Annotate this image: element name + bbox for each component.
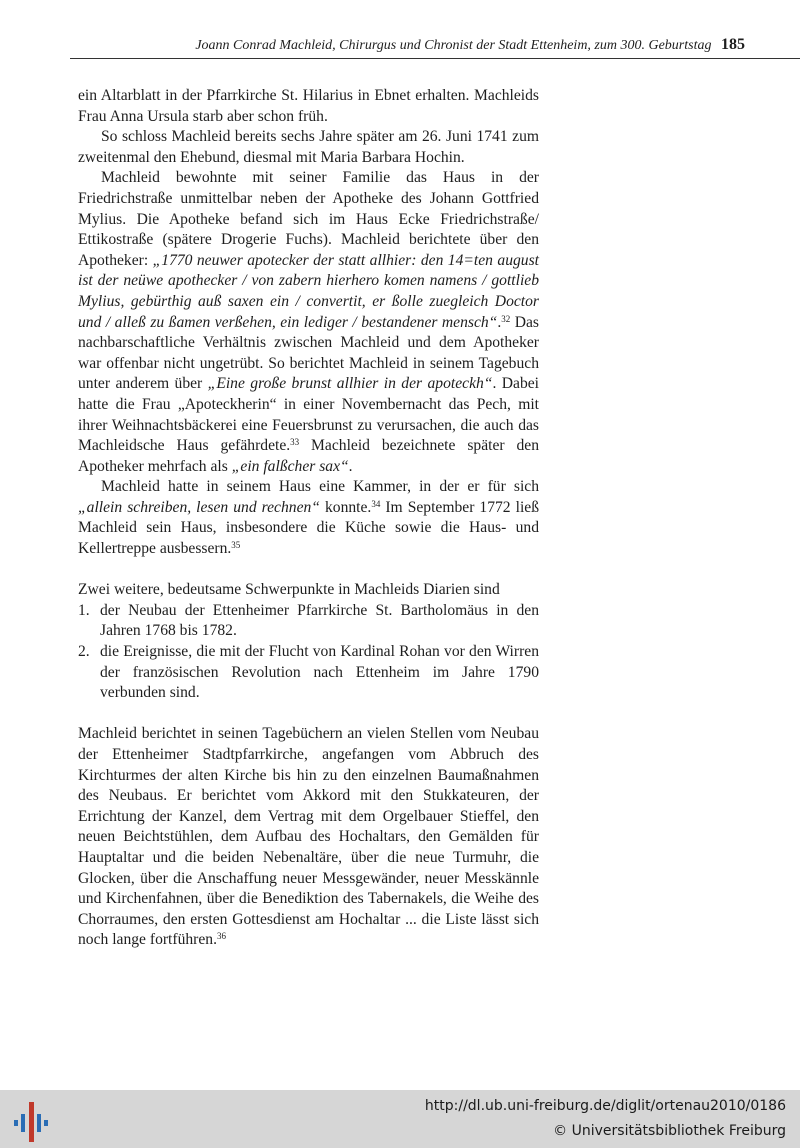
text-segment: . — [348, 457, 353, 475]
text-segment: . — [497, 313, 502, 331]
header-rule — [70, 58, 800, 59]
list-item — [78, 642, 539, 704]
running-title: Joann Conrad Machleid, Chirurgus und Chronist der Stadt Ettenheim, zum 300. Geburtstag — [195, 38, 712, 53]
text-segment: Im September 1772 ließ Machleid sein Haus, insbesondere die Küche sowie die Haus- und Kellertreppe ausbessern. — [78, 498, 540, 558]
quote: „1770 neuwer apotecker der statt allhier: den 14=ten august ist der neüwe apothecker / von zabern hierhero komen namens / gottlieb Mylius, gebürthig auß saxen ein / convertit, er ßolle zuegleich Doctor und / alleß zu ßamen verßehen, ein lediger / bestandener mensch“ — [78, 251, 539, 331]
page-number: 185 — [721, 36, 745, 53]
text-segment: konnte. — [319, 498, 372, 516]
paragraph-gap — [78, 704, 539, 725]
text-segment: Machleid hatte in seinem Haus eine Kammer, in der er für sich — [101, 478, 539, 496]
text-segment: Das nachbarschaftliche Verhältnis zwischen Machleid und dem Apotheker war offenbar nicht ungetrübt. So berichtet Machleid in seinem Tagebuch unter anderem über — [78, 313, 539, 393]
source-url-link[interactable]: http://dl.ub.uni-freiburg.de/diglit/ortenau2010/0186 — [424, 1098, 786, 1114]
footnote-ref-34[interactable]: 34 — [371, 498, 381, 509]
footer-bar — [0, 1090, 800, 1148]
paragraph-5: Zwei weitere, bedeutsame Schwerpunkte in Machleids Diarien sind — [78, 581, 500, 599]
list-item — [78, 601, 539, 642]
quote: „allein schreiben, lesen und rechnen“ — [78, 498, 320, 516]
paragraph-2: So schloss Machleid bereits sechs Jahre später am 26. Juni 1741 zum zweitenmal den Ehebund, diesmal mit Maria Barbara Hochin. — [78, 128, 539, 166]
footnote-ref-32[interactable]: 32 — [501, 313, 511, 324]
text-segment: . Dabei hatte die Frau „Apoteckherin“ in einer Novembernacht das Pech, mit ihrer Weihnachtsbäckerei eine Feuersbrunst zu verursachen, die auch das Machleidsche Haus gefährdete. — [78, 375, 540, 455]
footnote-ref-33[interactable]: 33 — [290, 437, 300, 448]
paragraph-3 — [78, 168, 539, 477]
paragraph-4 — [78, 477, 539, 559]
list-text: der Neubau der Ettenheimer Pfarrkirche St. Bartholomäus in den Jahren 1768 bis 1782. — [100, 601, 539, 640]
quote: „ein falßcher sax“ — [231, 457, 349, 475]
list-number: 1. — [78, 601, 90, 619]
numbered-list — [78, 601, 539, 704]
list-text: die Ereignisse, die mit der Flucht von Kardinal Rohan vor den Wirren der französischen Revolution nach Ettenheim im Jahre 1790 verbunden sind. — [100, 643, 539, 702]
text-segment: Machleid berichtet in seinen Tagebüchern an vielen Stellen vom Neubau der Ettenheimer Stadtpfarrkirche, angefangen vom Abbruch des Kirchturmes der alten Kirche bis hin zu den einzelnen Baumaßnahmen des Neubaus. Er berichtet vom Akkord mit den Stukkateuren, der Errichtung der Kanzel, dem Vertrag mit dem Orgelbauer Stieffel, den neuen Beichtstühlen, dem Aufbau des Hochaltars, den Gemälden für Hauptaltar und die beiden Nebenaltäre, über die neue Turmuhr, die Glocken, über die Anschaffung neuer Messgewänder, neuer Messkännle und Kirchenfahnen, über die Benediktion des Tabernakels, die Weihe des Chorraumes, den ersten Gottesdienst am Hochaltar ... die Liste lässt sich noch lange fortführen. — [78, 725, 539, 949]
paragraph-1: ein Altarblatt in der Pfarrkirche St. Hilarius in Ebnet erhalten. Machleids Frau Anna Ursula starb aber schon früh. — [78, 87, 539, 125]
footnote-ref-36[interactable]: 36 — [217, 931, 226, 942]
paragraph-gap — [78, 560, 539, 581]
footnote-ref-35[interactable]: 35 — [231, 540, 241, 551]
paragraph-6 — [78, 724, 539, 951]
copyright-notice: © Universitätsbibliothek Freiburg — [553, 1123, 786, 1139]
article-body — [78, 86, 539, 951]
quote: „Eine große brunst allhier in der apoteckh“ — [207, 375, 493, 393]
text-segment: Machleid bewohnte mit seiner Familie das Haus in der Friedrichstraße unmittelbar neben der Apotheke des Johann Gottfried Mylius. Die Apotheke befand sich im Haus Ecke Friedrichstraße/ Ettikostraße (spätere Drogerie Fuchs). Machleid berichtete über den Apotheker: — [78, 169, 539, 269]
list-number: 2. — [78, 643, 90, 661]
running-head — [80, 36, 745, 54]
ub-freiburg-logo-icon — [12, 1100, 52, 1144]
text-segment: Machleid bezeichnete später den Apotheker mehrfach als — [78, 437, 539, 475]
